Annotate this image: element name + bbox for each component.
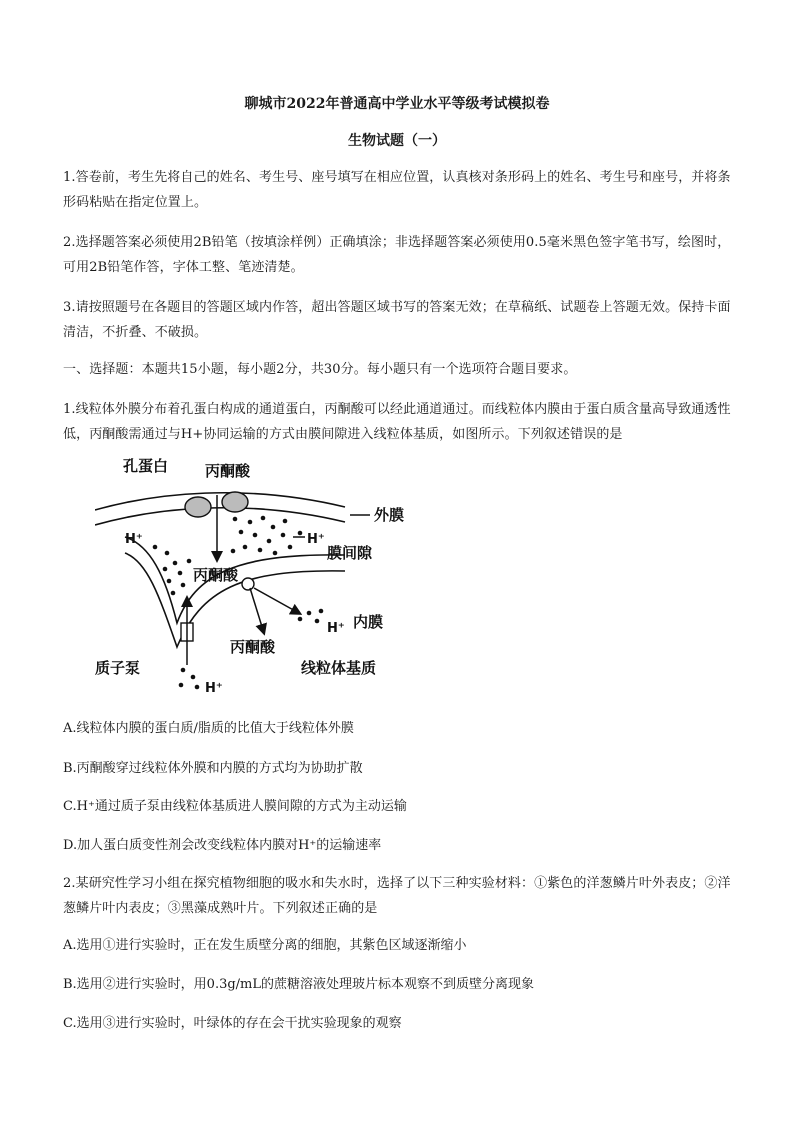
matrix-label: 线粒体基质 xyxy=(301,659,377,677)
porin-label: 孔蛋白 xyxy=(123,457,169,475)
mitochondrion-diagram xyxy=(95,455,415,700)
pyruvate-top-label: 丙酮酸 xyxy=(205,462,251,480)
h-bottom-label: H⁺ xyxy=(205,681,223,696)
section-heading: 一、选择题：本题共15小题，每小题2分，共30分。每小题只有一个选项符合题目要求。 xyxy=(63,362,577,377)
arrow-h-to-matrix xyxy=(254,588,297,612)
q1-option-d: D.加人蛋白质变性剂会改变线粒体内膜对H⁺的运输速率 xyxy=(63,838,382,853)
outer-membrane-line-bottom xyxy=(95,508,345,525)
instruction-1: 1.答卷前，考生先将自己的姓名、考生号、座号填写在相应位置，认真核对条形码上的姓名、考生号和座号，并将条形码粘贴在指定位置上。 xyxy=(63,170,731,210)
h-right-label: H⁺ xyxy=(307,532,325,547)
h-left-label: H⁺ xyxy=(125,532,143,547)
q2-option-c: C.选用③进行实验时，叶绿体的存在会干扰实验现象的观察 xyxy=(63,1016,402,1031)
q2-option-a: A.选用①进行实验时，正在发生质壁分离的细胞，其紫色区域逐渐缩小 xyxy=(63,938,467,953)
h-ion-dots xyxy=(153,516,324,690)
pyruvate-mid-label: 丙酮酸 xyxy=(193,566,239,584)
instruction-3: 3.请按照题号在各题目的答题区域内作答，超出答题区域书写的答案无效；在草稿纸、试题卷上答题无效。保持卡面清洁，不折叠、不破损。 xyxy=(63,300,731,340)
page-title: 聊城市2022年普通高中学业水平等级考试模拟卷 xyxy=(244,96,550,112)
inner-membrane-label: 内膜 xyxy=(353,613,384,631)
q1-option-c: C.H⁺通过质子泵由线粒体基质进人膜间隙的方式为主动运输 xyxy=(63,799,407,814)
intermembrane-label: 膜间隙 xyxy=(327,544,373,562)
q1-option-a: A.线粒体内膜的蛋白质/脂质的比值大于线粒体外膜 xyxy=(63,721,354,736)
pyruvate-bottom-label: 丙酮酸 xyxy=(230,638,276,656)
instruction-2: 2.选择题答案必须使用2B铅笔（按填涂样例）正确填涂；非选择题答案必须使用0.5毫米黑色签字笔书写，绘图时，可用2B铅笔作答，字体工整、笔迹清楚。 xyxy=(63,235,731,275)
outer-membrane-label: 外膜 xyxy=(374,506,405,524)
porin-right-icon xyxy=(222,492,248,512)
q1-option-b: B.丙酮酸穿过线粒体外膜和内膜的方式均为协助扩散 xyxy=(63,761,363,776)
question-2-stem: 2.某研究性学习小组在探究植物细胞的吸水和失水时，选择了以下三种实验材料：①紫色的洋葱鳞片叶外表皮；②洋葱鳞片叶内表皮；③黑藻成熟叶片。下列叙述正确的是 xyxy=(63,876,731,916)
proton-pump-label: 质子泵 xyxy=(95,659,141,677)
page-subtitle: 生物试题（一） xyxy=(348,133,446,149)
q2-option-b: B.选用②进行实验时，用0.3g/mL的蔗糖溶液处理玻片标本观察不到质壁分离现象 xyxy=(63,977,535,992)
porin-left-icon xyxy=(185,497,211,517)
transporter-icon xyxy=(242,578,254,590)
h-inner-label: H⁺ xyxy=(327,621,345,636)
question-1-stem: 1.线粒体外膜分布着孔蛋白构成的通道蛋白，丙酮酸可以经此通道通过。而线粒体内膜由于蛋白质含量高导致通透性低，丙酮酸需通过与H+协同运输的方式由膜间隙进入线粒体基质，如图所示。下列叙述错误的是 xyxy=(63,402,731,442)
arrow-pyruvate-to-matrix xyxy=(250,588,263,630)
